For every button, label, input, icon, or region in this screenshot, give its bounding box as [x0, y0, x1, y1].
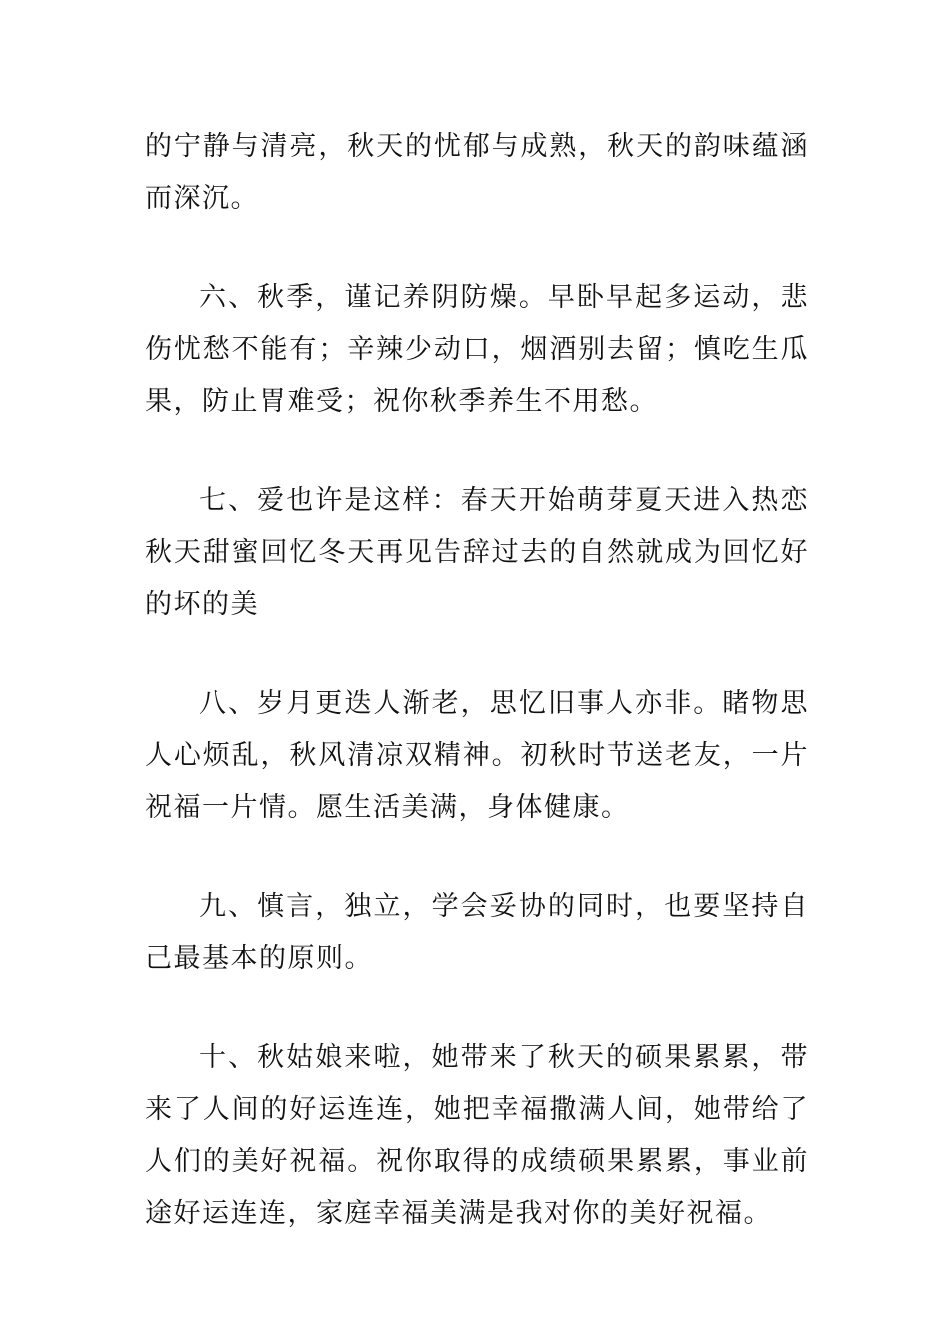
paragraph-item-6: 六、秋季，谨记养阴防燥。早卧早起多运动，悲伤忧愁不能有；辛辣少动口，烟酒别去留；慎吃生瓜果，防止胃难受；祝你秋季养生不用愁。	[145, 282, 809, 417]
document-body	[145, 121, 809, 1240]
paragraph-continued: 的宁静与清亮，秋天的忧郁与成熟，秋天的韵味蕴涵而深沉。	[145, 131, 809, 214]
paragraph-item-10: 十、秋姑娘来啦，她带来了秋天的硕果累累，带来了人间的好运连连，她把幸福撒满人间，她带给了人们的美好祝福。祝你取得的成绩硕果累累，事业前途好运连连，家庭幸福美满是我对你的美好祝福。	[145, 1042, 809, 1229]
paragraph-item-7: 七、爱也许是这样：春天开始萌芽夏天进入热恋秋天甜蜜回忆冬天再见告辞过去的自然就成为回忆好的坏的美	[145, 485, 809, 620]
paragraph-item-9: 九、慎言，独立，学会妥协的同时，也要坚持自己最基本的原则。	[145, 891, 809, 974]
paragraph-item-8: 八、岁月更迭人渐老，思忆旧事人亦非。睹物思人心烦乱，秋风清凉双精神。初秋时节送老友，一片祝福一片情。愿生活美满，身体健康。	[145, 688, 809, 823]
